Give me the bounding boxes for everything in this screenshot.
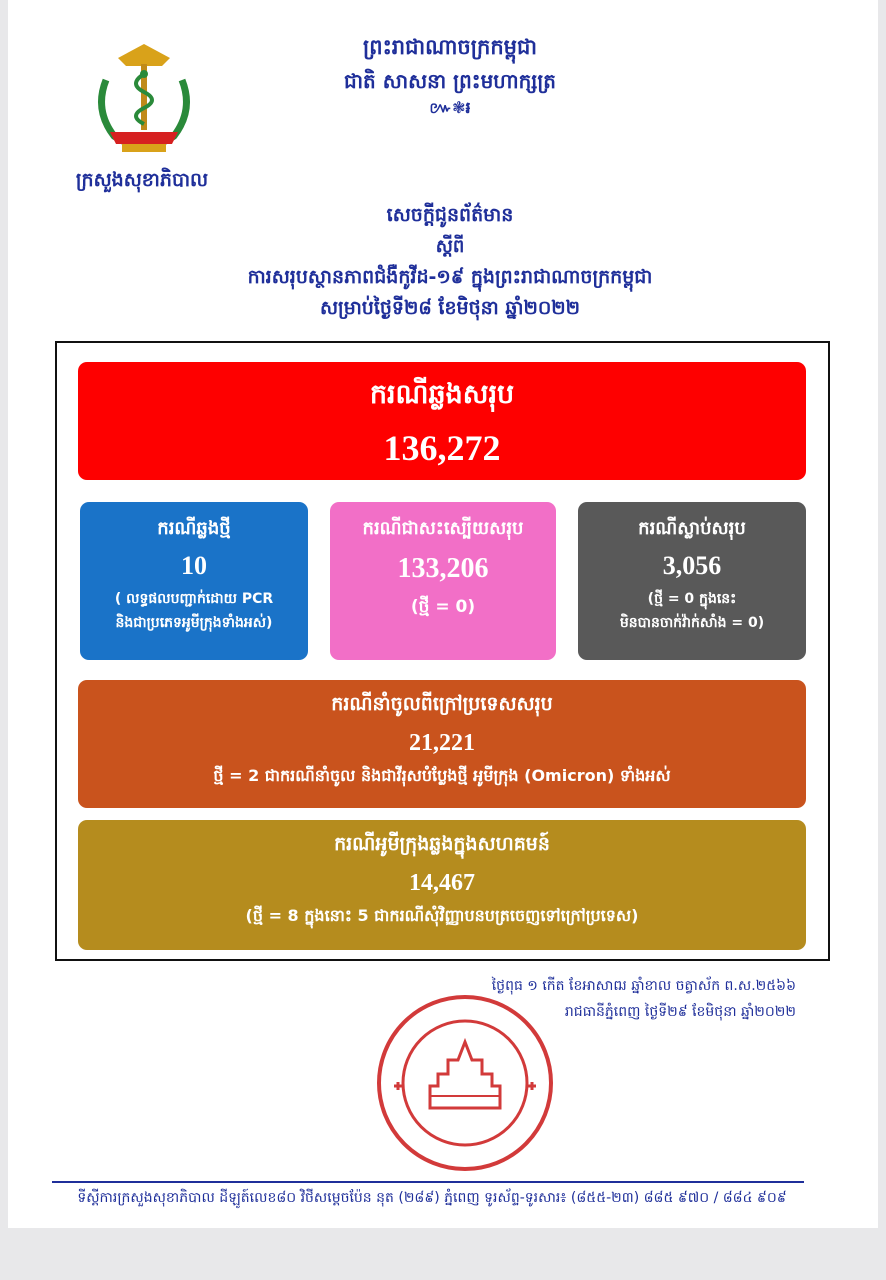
community-cases-value: 14,467 xyxy=(409,870,475,896)
title-line-1: សេចក្តីជូនព័ត៌មាន xyxy=(386,204,514,226)
ornament: ៚❃៛ xyxy=(429,98,471,117)
lunar-date: ថ្ងៃពុធ ១ កើត ខែអាសាឍ ឆ្នាំខាល ចត្វាស័ក ព.ស.២៥៦៦ xyxy=(491,978,796,994)
footer-address: ទីស្តីការក្រសួងសុខាភិបាល ដីឡូត៍លេខ៨០ វិថីសម្តេចប៉ែន នុត (២៨៩) ភ្នំពេញ ទូរស័ព្ទ-ទូរសារ៖ (៨៥៥-២៣) ៨៨៥ ៩៧០ / ៨៨៤ ៩០៩ xyxy=(77,1190,787,1206)
new-cases-value: 10 xyxy=(181,551,207,580)
new-cases-note-line-1: ( លទ្ធផលបញ្ជាក់ដោយ PCR xyxy=(114,591,274,607)
new-cases-note-line-2: និងជាប្រភេទអូមីក្រុងទាំងអស់) xyxy=(115,615,273,631)
new-cases-label: ករណីឆ្លងថ្មី xyxy=(157,518,231,539)
deaths-value: 3,056 xyxy=(662,551,722,580)
document-title xyxy=(140,200,760,324)
deaths-label: ករណីស្លាប់សរុប xyxy=(638,518,746,539)
deaths-card xyxy=(578,502,806,660)
ministry-name: ក្រសួងសុខាភិបាល xyxy=(75,169,209,191)
title-line-4: សម្រាប់ថ្ងៃទី២៨ ខែមិថុនា ឆ្នាំ២០២២ xyxy=(319,297,581,319)
community-cases-card xyxy=(78,820,806,950)
kingdom-name: ព្រះរាជាណាចក្រកម្ពុជា xyxy=(362,35,537,59)
kingdom-heading xyxy=(260,30,640,118)
title-line-3: ការសរុបស្ថានភាពជំងឺកូវីដ-១៩ ក្នុងព្រះរាជាណាចក្រកម្ពុជា xyxy=(247,266,653,288)
total-cases-value: 136,272 xyxy=(383,428,501,468)
footer-divider xyxy=(52,1181,804,1183)
new-cases-note xyxy=(80,587,308,635)
recovered-value: 133,206 xyxy=(397,553,489,584)
recovered-note: (ថ្មី = 0) xyxy=(410,597,476,617)
deaths-note-line-1: (ថ្មី = 0 ក្នុងនេះ xyxy=(647,591,737,607)
national-motto: ជាតិ សាសនា ព្រះមហាក្សត្រ xyxy=(344,69,556,93)
community-cases-label: ករណីអូមីក្រុងឆ្លងក្នុងសហគមន៍ xyxy=(334,833,550,855)
imported-cases-value: 21,221 xyxy=(409,730,475,756)
ministry-logo-icon xyxy=(88,40,200,158)
new-cases-card xyxy=(80,502,308,660)
imported-cases-card xyxy=(78,680,806,808)
recovered-label: ករណីជាសះស្បើយសរុប xyxy=(362,518,524,539)
total-cases-label: ករណីឆ្លងសរុប xyxy=(369,379,515,410)
recovered-card xyxy=(330,502,556,660)
official-seal-icon xyxy=(372,990,558,1176)
imported-cases-note: ថ្មី = 2 ជាករណីនាំចូល និងជាវីរុសបំប្លែងថ្មី អូមីក្រុង (Omicron) ទាំងអស់ xyxy=(213,766,671,785)
community-cases-note: (ថ្មី = 8 ក្នុងនោះ 5 ជាករណីសុំវិញ្ញាបនបត្រចេញទៅក្រៅប្រទេស) xyxy=(245,906,639,925)
place-date: រាជធានីភ្នំពេញ ថ្ងៃទី២៩ ខែមិថុនា ឆ្នាំ២០២២ xyxy=(564,1004,796,1020)
total-cases-card xyxy=(78,362,806,480)
deaths-note xyxy=(578,587,806,635)
imported-cases-label: ករណីនាំចូលពីក្រៅប្រទេសសរុប xyxy=(331,693,553,715)
deaths-note-line-2: មិនបានចាក់វ៉ាក់សាំង = 0) xyxy=(619,615,765,631)
title-line-2: ស្តីពី xyxy=(435,236,465,257)
